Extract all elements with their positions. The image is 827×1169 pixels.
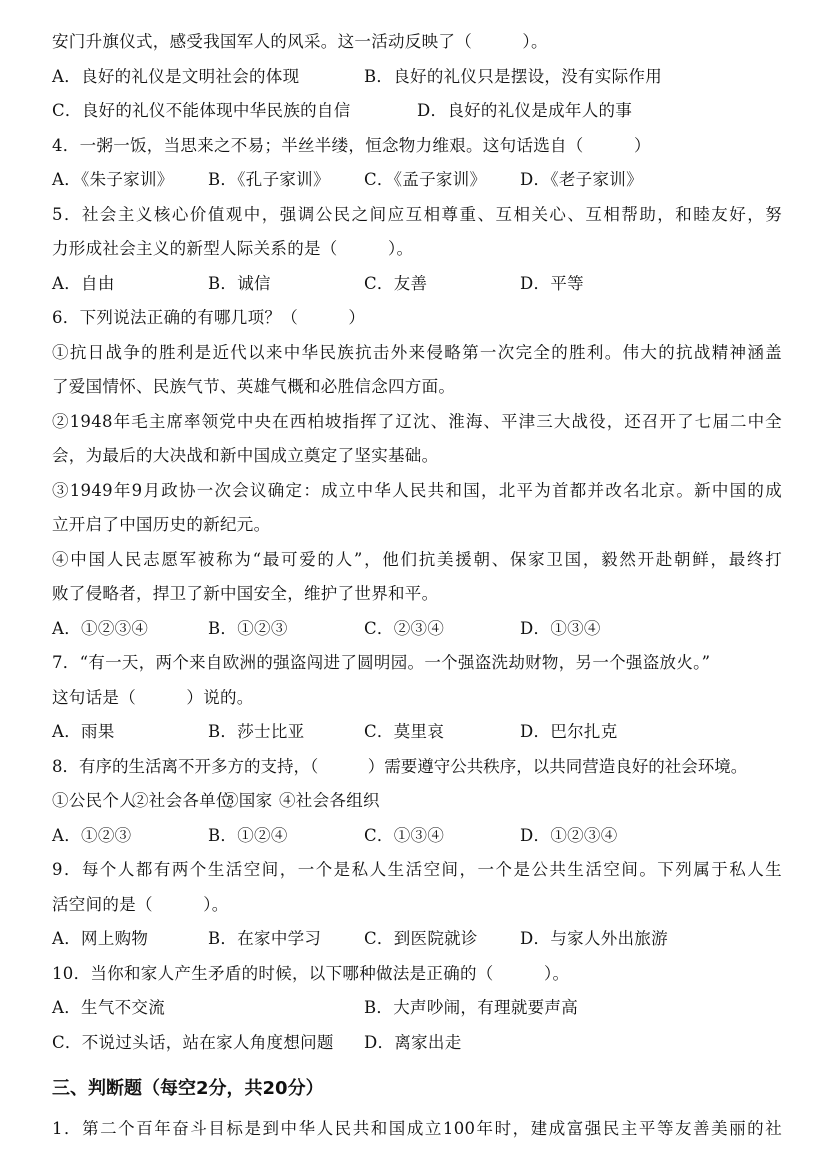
q4-options: [52, 163, 782, 198]
option-c: C．莫里哀: [364, 722, 445, 741]
option-c: C．友善: [364, 273, 428, 293]
item: ②社会各单位: [132, 791, 233, 810]
q5-stem-line1: 5．社会主义核心价值观中，强调公民之间应互相尊重、互相关心、互相帮助，和睦友好，努: [52, 204, 782, 224]
q5-stem-line2: 力形成社会主义的新型人际关系的是（ ）。: [52, 239, 414, 258]
option-a: A．《朱子家训》: [52, 170, 174, 189]
option-d: D．《老子家训》: [520, 170, 643, 189]
q9-options: [52, 922, 782, 957]
q10-stem: 10．当你和家人产生矛盾的时候，以下哪种做法是正确的（ ）。: [52, 963, 570, 983]
q7-options: [52, 715, 782, 750]
q4-stem: 4．一粥一饭，当思来之不易；半丝半缕，恒念物力维艰。这句话选自（ ）: [52, 135, 651, 155]
q8-stem: 8．有序的生活离不开多方的支持，（ ）需要遵守公共秩序，以共同营造良好的社会环境。: [52, 756, 748, 776]
option-d: D．①②③④: [520, 825, 618, 845]
option-a: A．①②③④: [52, 618, 149, 638]
exam-page: [52, 25, 782, 1147]
option-c: C．不说过头话，站在家人角度想问题: [52, 1032, 334, 1052]
q6-statement-line: ④中国人民志愿军被称为“最可爱的人”，他们抗美援朝、保家卫国，毅然开赴朝鲜，最终打: [52, 549, 782, 569]
option-d: D．巴尔扎克: [520, 722, 618, 741]
option-c: C．《孟子家训》: [364, 170, 487, 189]
item: ③国家: [222, 791, 273, 810]
q6-statement-line: 了爱国情怀、民族气节、英雄气概和必胜信念四方面。: [52, 377, 456, 396]
option-b: B．良好的礼仪只是摆设，没有实际作用: [364, 66, 663, 86]
option-b: B．诚信: [208, 273, 271, 293]
option-c: C．到医院就诊: [364, 929, 478, 948]
q6-statement-line: 立开启了中国历史的新纪元。: [52, 515, 271, 534]
option-d: D．平等: [520, 273, 584, 293]
q5-options: [52, 267, 782, 302]
q6-stem: 6．下列说法正确的有哪几项？（ ）: [52, 308, 366, 327]
option-b: B．大声吵闹，有理就要声高: [364, 998, 579, 1017]
option-c: C．良好的礼仪不能体现中华民族的自信: [52, 101, 351, 120]
q9-stem-line1: 9．每个人都有两个生活空间，一个是私人生活空间，一个是公共生活空间。下列属于私人生: [52, 860, 782, 879]
q10-options-row2: [52, 1026, 782, 1061]
q9-stem-line2: 活空间的是（ ）。: [52, 894, 229, 914]
q8-options: [52, 819, 782, 854]
q6-statement-line: 败了侵略者，捍卫了新中国安全，维护了世界和平。: [52, 584, 439, 603]
q7-stem-line1: 7．“有一天，两个来自欧洲的强盗闯进了圆明园。一个强盗洗劫财物，另一个强盗放火。”: [52, 653, 711, 672]
option-d: D．良好的礼仪是成年人的事: [417, 101, 633, 120]
q10-options-row1: [52, 991, 782, 1026]
q7-stem-line2: 这句话是（ ）说的。: [52, 687, 254, 707]
option-b: B．莎士比亚: [208, 722, 305, 741]
section-heading: 三、判断题（每空2分，共20分）: [52, 1078, 324, 1099]
judgment-q1: 1．第二个百年奋斗目标是到中华人民共和国成立100年时，建成富强民主平等友善美丽的社: [52, 1119, 782, 1138]
option-b: B．《孔子家训》: [208, 170, 330, 189]
option-a: A．生气不交流: [52, 998, 166, 1017]
q6-statement-line: 会，为最后的大决战和新中国成立奠定了坚实基础。: [52, 446, 439, 465]
option-a: A．雨果: [52, 722, 115, 741]
option-b: B．①②④: [208, 825, 288, 845]
option-a: A．自由: [52, 273, 115, 293]
option-b: B．在家中学习: [208, 929, 322, 948]
option-a: A．良好的礼仪是文明社会的体现: [52, 66, 300, 86]
option-d: D．①③④: [520, 618, 601, 638]
q6-statement-line: ③1949年9月政协一次会议确定：成立中华人民共和国，北平为首都并改名北京。新中国的成: [52, 480, 782, 500]
option-d: D．离家出走: [364, 1032, 462, 1052]
q8-items: [52, 784, 782, 819]
option-d: D．与家人外出旅游: [520, 929, 668, 948]
q3-options-row1: [52, 60, 782, 95]
item: ①公民个人: [52, 791, 136, 810]
item: ④社会各组织: [279, 791, 380, 810]
option-a: A．网上购物: [52, 929, 149, 948]
option-c: C．②③④: [364, 618, 445, 638]
q6-options: [52, 612, 782, 647]
option-a: A．①②③: [52, 825, 132, 845]
option-b: B．①②③: [208, 618, 288, 638]
q3-options-row2: [52, 94, 782, 129]
q6-statement-line: ①抗日战争的胜利是近代以来中华民族抗击外来侵略第一次完全的胜利。伟大的抗战精神涵盖: [52, 342, 782, 362]
q6-statement-line: ②1948年毛主席率领党中央在西柏坡指挥了辽沈、淮海、平津三大战役，还召开了七届二中全: [52, 411, 782, 431]
option-c: C．①③④: [364, 825, 445, 845]
q3-stem: 安门升旗仪式，感受我国军人的风采。这一活动反映了（ ）。: [52, 32, 548, 51]
